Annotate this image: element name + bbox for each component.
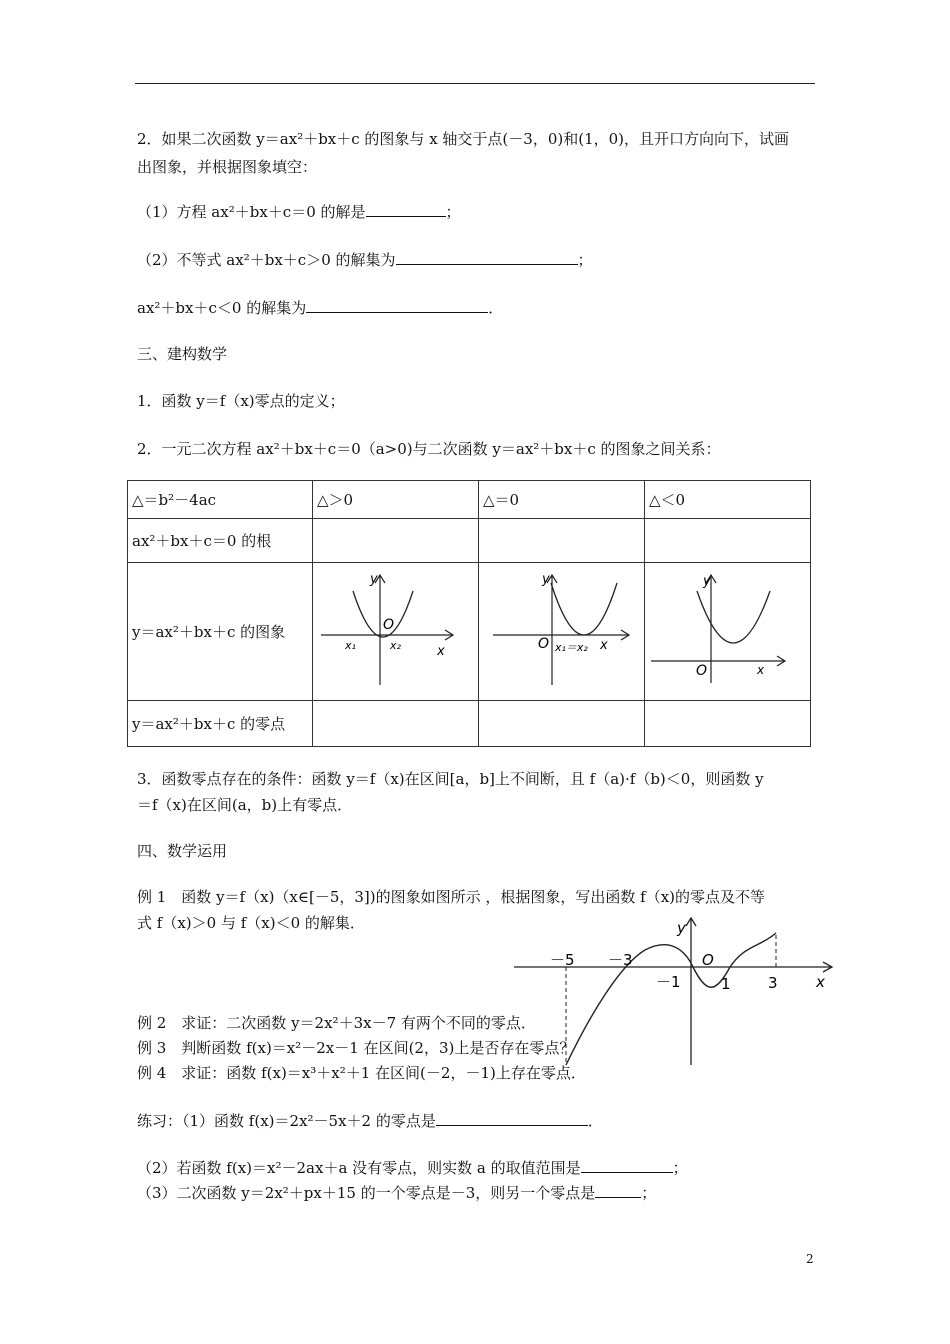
parabola-graph-double-root bbox=[479, 563, 644, 696]
relation-table bbox=[127, 480, 811, 747]
problem2-line2: 出图象，并根据图象填空： bbox=[137, 158, 318, 176]
section3-item2: 2．一元二次方程 ax²＋bx＋c＝0（a>0)与二次函数 y＝ax²＋bx＋c 的图象之间关系： bbox=[137, 440, 721, 458]
x-label: x bbox=[816, 973, 825, 991]
graph-cell bbox=[479, 563, 645, 701]
origin-label: O bbox=[383, 617, 395, 633]
practice3-end: ； bbox=[641, 1184, 657, 1202]
table-header-cell: △＜0 bbox=[645, 481, 811, 519]
parabola-curve bbox=[697, 591, 770, 643]
q1-answer-blank[interactable] bbox=[366, 202, 446, 217]
x12-label: x₁＝x₂ bbox=[555, 641, 588, 654]
y-label: y bbox=[703, 574, 711, 589]
q2-end: ； bbox=[577, 251, 593, 269]
problem2-line1: 2．如果二次函数 y＝ax²＋bx＋c 的图象与 x 轴交于点(－3，0)和(1，0)，且开口方向向下，试画 bbox=[137, 130, 790, 148]
practice2-end: ； bbox=[672, 1159, 688, 1177]
graph-cell bbox=[313, 563, 479, 701]
y-label: y bbox=[677, 919, 686, 937]
table-row bbox=[128, 519, 811, 563]
row-zeros-label: y＝ax²＋bx＋c 的零点 bbox=[128, 701, 313, 747]
q1-end: ； bbox=[445, 203, 461, 221]
problem2-q3 bbox=[137, 297, 503, 318]
practice1-end: ． bbox=[587, 1112, 603, 1130]
example4: 例 4 求证：函数 f(x)＝x³＋x²＋1 在区间(－2，－1)上存在零点． bbox=[137, 1064, 586, 1082]
row-graph-label: y＝ax²＋bx＋c 的图象 bbox=[128, 563, 313, 701]
x-label: x bbox=[757, 663, 765, 677]
x2-label: x₂ bbox=[390, 639, 401, 652]
section3-item3-line2: ＝f（x)在区间(a，b)上有零点． bbox=[137, 796, 353, 814]
tick-3: 3 bbox=[768, 974, 778, 992]
roots-cell[interactable] bbox=[645, 519, 811, 563]
y-label: y bbox=[542, 572, 550, 587]
tick-minus3: －3 bbox=[608, 951, 633, 969]
zeros-cell[interactable] bbox=[313, 701, 479, 747]
row-roots-label: ax²＋bx＋c＝0 的根 bbox=[128, 519, 313, 563]
x-label: x bbox=[437, 644, 445, 659]
parabola-curve bbox=[551, 583, 617, 635]
y-label: y bbox=[370, 572, 378, 587]
parabola-graph-no-root bbox=[645, 563, 810, 696]
practice1-answer-blank[interactable] bbox=[436, 1111, 588, 1126]
page-number: 2 bbox=[806, 1252, 814, 1266]
practice3-answer-blank[interactable] bbox=[595, 1183, 641, 1198]
origin-label: O bbox=[696, 663, 708, 679]
q1-label: （1）方程 ax²＋bx＋c＝0 的解是 bbox=[137, 203, 366, 221]
x1-label: x₁ bbox=[345, 639, 356, 652]
section3-item3-line1: 3．函数零点存在的条件：函数 y＝f（x)在区间[a，b]上不间断，且 f（a)·f（b)＜0，则函数 y bbox=[137, 770, 764, 788]
table-header-cell: △＝0 bbox=[479, 481, 645, 519]
example2: 例 2 求证：二次函数 y＝2x²＋3x－7 有两个不同的零点． bbox=[137, 1014, 536, 1032]
tick-minus1: －1 bbox=[656, 973, 681, 991]
example1-line1: 例 1 函数 y＝f（x)（x∈[－5，3])的图象如图所示 ，根据图象，写出函数 f（x)的零点及不等 bbox=[137, 888, 766, 906]
problem2-q1 bbox=[137, 201, 461, 222]
graph-cell bbox=[645, 563, 811, 701]
table-row bbox=[128, 481, 811, 519]
origin-label: O bbox=[702, 951, 714, 969]
q2-answer-blank[interactable] bbox=[396, 250, 578, 265]
zeros-cell[interactable] bbox=[479, 701, 645, 747]
parabola-graph-two-roots bbox=[313, 563, 478, 696]
header-rule bbox=[135, 83, 815, 84]
practice2-label: （2）若函数 f(x)＝x²－2ax＋a 没有零点，则实数 a 的取值范围是 bbox=[137, 1159, 581, 1177]
section4-heading: 四、数学运用 bbox=[137, 842, 228, 860]
x-label: x bbox=[600, 638, 608, 653]
q2-label: （2）不等式 ax²＋bx＋c＞0 的解集为 bbox=[137, 251, 396, 269]
table-row bbox=[128, 701, 811, 747]
q3-answer-blank[interactable] bbox=[306, 298, 488, 313]
function-curve bbox=[566, 933, 776, 1065]
zeros-cell[interactable] bbox=[645, 701, 811, 747]
section3-item1: 1．函数 y＝f（x)零点的定义； bbox=[137, 392, 345, 410]
example1-line2: 式 f（x)＞0 与 f（x)＜0 的解集． bbox=[137, 914, 365, 932]
practice-2 bbox=[137, 1157, 688, 1178]
practice-3 bbox=[137, 1182, 656, 1203]
practice2-answer-blank[interactable] bbox=[581, 1158, 673, 1173]
table-header-cell: △＞0 bbox=[313, 481, 479, 519]
table-header-cell: △＝b²－4ac bbox=[128, 481, 313, 519]
roots-cell[interactable] bbox=[479, 519, 645, 563]
origin-label: O bbox=[538, 636, 550, 652]
q3-label: ax²＋bx＋c＜0 的解集为 bbox=[137, 299, 307, 317]
tick-1: 1 bbox=[721, 975, 731, 993]
practice-1 bbox=[137, 1110, 603, 1131]
practice3-label: （3）二次函数 y＝2x²＋px＋15 的一个零点是－3，则另一个零点是 bbox=[137, 1184, 596, 1202]
table-row bbox=[128, 563, 811, 701]
example3: 例 3 判断函数 f(x)＝x²－2x－1 在区间(2，3)上是否存在零点？ bbox=[137, 1039, 575, 1057]
tick-minus5: －5 bbox=[550, 951, 575, 969]
section3-heading: 三、建构数学 bbox=[137, 345, 228, 363]
practice1-label: 练习：（1）函数 f(x)＝2x²－5x＋2 的零点是 bbox=[137, 1112, 436, 1130]
q3-end: ． bbox=[488, 299, 504, 317]
problem2-q2 bbox=[137, 249, 593, 270]
roots-cell[interactable] bbox=[313, 519, 479, 563]
